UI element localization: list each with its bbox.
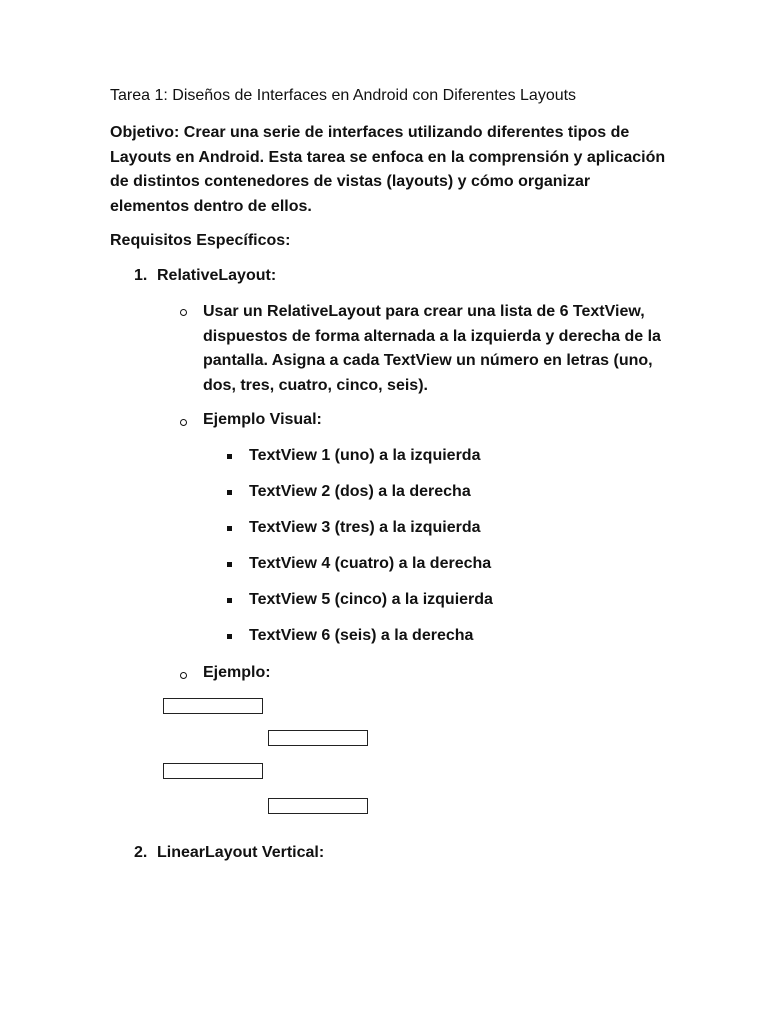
requirements-heading: Requisitos Específicos: (110, 232, 291, 249)
square-bullet-icon (227, 598, 232, 603)
description-line: pantalla. Asigna a cada TextView un número en letras (uno, (203, 352, 653, 369)
objective-line: elementos dentro de ellos. (110, 197, 312, 215)
example-textview-box-right (268, 798, 368, 814)
visual-item: TextView 5 (cinco) a la izquierda (249, 591, 493, 608)
example-label: Ejemplo: (203, 664, 271, 681)
square-bullet-icon (227, 562, 232, 567)
item-label-linearlayout: LinearLayout Vertical: (157, 844, 325, 861)
item-label-relativelayout: RelativeLayout: (157, 267, 277, 284)
square-bullet-icon (227, 526, 232, 531)
circle-bullet-icon (180, 309, 187, 316)
example-textview-box-left (163, 698, 263, 714)
objective-line: Objetivo: Crear una serie de interfaces utilizando diferentes tipos de (110, 124, 630, 141)
circle-bullet-icon (180, 672, 187, 679)
visual-item: TextView 2 (dos) a la derecha (249, 483, 471, 500)
visual-example-label: Ejemplo Visual: (203, 411, 322, 428)
example-textview-box-right (268, 730, 368, 746)
document-title: Tarea 1: Diseños de Interfaces en Android con Diferentes Layouts (110, 87, 577, 104)
visual-item: TextView 6 (seis) a la derecha (249, 627, 474, 644)
objective-paragraph (110, 121, 670, 219)
visual-item: TextView 4 (cuatro) a la derecha (249, 555, 492, 572)
objective-line: Layouts en Android. Esta tarea se enfoca en la comprensión y aplicación (110, 148, 666, 166)
visual-item: TextView 3 (tres) a la izquierda (249, 519, 481, 536)
square-bullet-icon (227, 454, 232, 459)
description-line: dos, tres, cuatro, cinco, seis). (203, 376, 428, 394)
square-bullet-icon (227, 634, 232, 639)
objective-line: de distintos contenedores de vistas (layouts) y cómo organizar (110, 173, 591, 190)
visual-item: TextView 1 (uno) a la izquierda (249, 447, 481, 464)
description-line: Usar un RelativeLayout para crear una lista de 6 TextView, (203, 303, 645, 320)
relativelayout-description (203, 300, 661, 398)
square-bullet-icon (227, 490, 232, 495)
circle-bullet-icon (180, 419, 187, 426)
list-number: 2. (134, 844, 148, 861)
example-textview-box-left (163, 763, 263, 779)
list-number: 1. (134, 267, 148, 284)
description-line: dispuestos de forma alternada a la izquierda y derecha de la (203, 327, 661, 345)
